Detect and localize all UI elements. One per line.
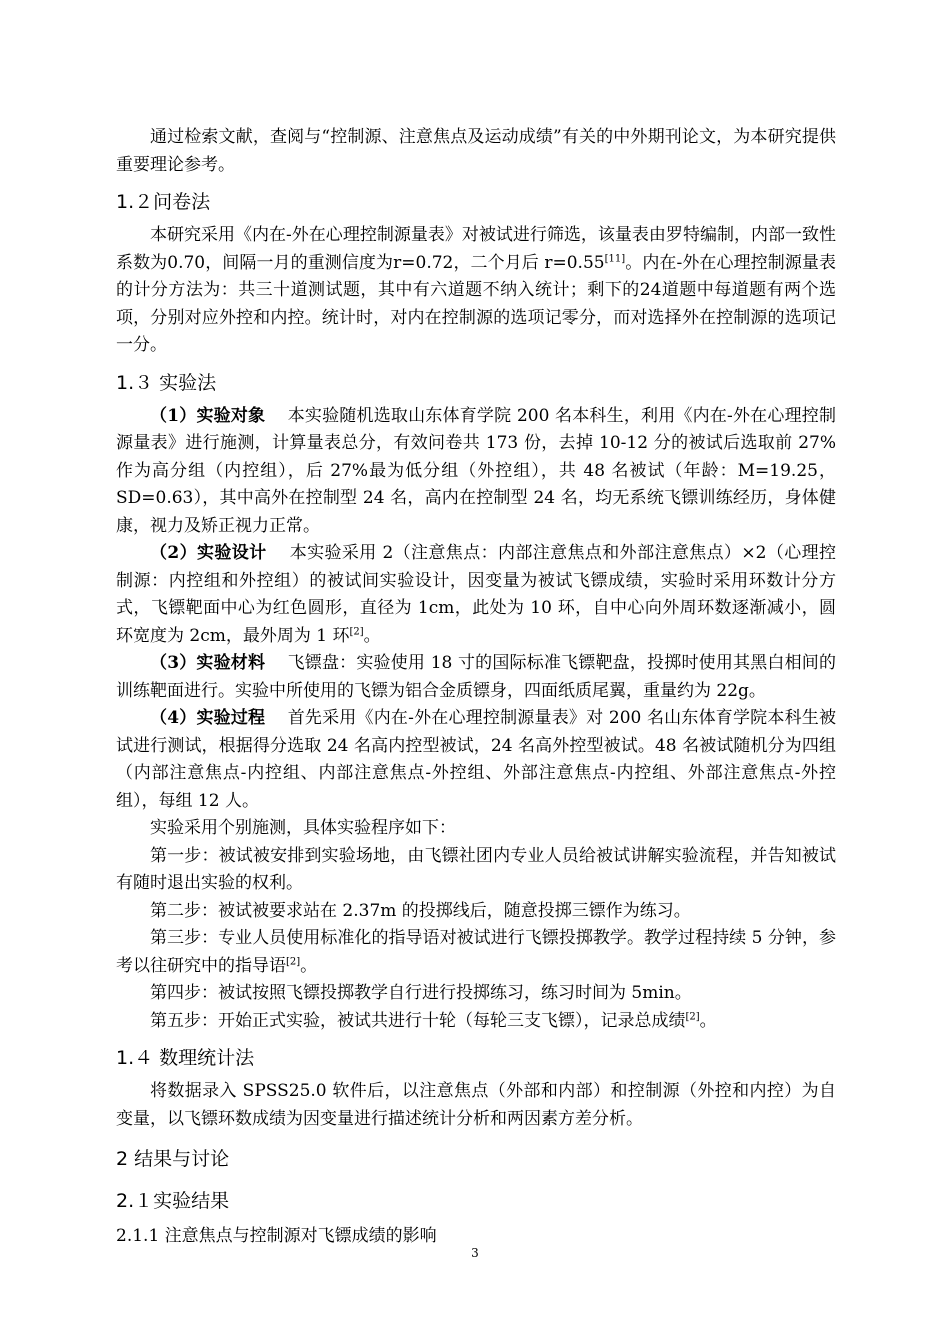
section-heading-2: 2 结果与讨论: [116, 1148, 230, 1170]
citation-ref: [2]: [349, 625, 364, 637]
design-title: （2）实验设计: [150, 543, 267, 563]
subsection-heading-2-1-1: 2.1.1 注意焦点与控制源对飞镖成绩的影响: [116, 1226, 437, 1246]
step-3: [116, 925, 836, 980]
step-3-end: 。: [300, 955, 318, 976]
step-3-text: 第三步：专业人员使用标准化的指导语对被试进行飞镖投掷教学。教学过程持续 5 分钟，参考以往研究中的指导语: [116, 928, 836, 976]
materials-text: 飞镖盘：实验使用 18 寸的国际标准飞镖靶盘，投掷时使用其黑白相间的训练靶面进行。实验中所使用的飞镖为铝合金质镖身，四面纸质尾翼，重量约为 22g。: [116, 653, 836, 701]
procedure-intro: 实验采用个别施测，具体实验程序如下：: [150, 818, 456, 838]
questionnaire-paragraph: [116, 222, 836, 360]
step-2: 第二步：被试被要求站在 2.37m 的投掷线后，随意投掷三镖作为练习。: [150, 900, 691, 921]
materials-paragraph: [116, 650, 836, 705]
document-body: [116, 124, 836, 1251]
questionnaire-text-b: 。内在-外在心理控制源量表的计分方法为：共三十道测试题，其中有六道题不纳入统计；剩下的24道题中每道题有两个选项，分别对应外控和内控。统计时，对内在控制源的选项记零分，而对选择外在控制源的选项记一分。: [116, 252, 837, 355]
intro-paragraph: 通过检索文献，查阅与“控制源、注意焦点及运动成绩”有关的中外期刊论文，为本研究提供重要理论参考。: [116, 127, 836, 175]
section-heading-1-4: 1.４ 数理统计法: [116, 1047, 255, 1069]
design-paragraph: [116, 540, 836, 650]
subjects-title: （1）实验对象: [150, 405, 266, 426]
questionnaire-text-a: 本研究采用《内在-外在心理控制源量表》对被试进行筛选，该量表由罗特编制，内部一致性系数为0.70，间隔一月的重测信度为r=0.72，二个月后 r=0.55: [116, 225, 836, 273]
step-5-end: 。: [699, 1010, 717, 1031]
page-number: 3: [471, 1246, 479, 1260]
design-text: 本实验采用 2（注意焦点：内部注意焦点和外部注意焦点）×2（心理控制源：内控组和外控组）的被试间实验设计，因变量为被试飞镖成绩，实验时采用环数计分方式，飞镖靶面中心为红色圆形，直径为 1cm，此处为 10 环，自中心向外周环数逐渐减小，圆环宽度为 2cm，最外周为 1 环: [116, 543, 836, 646]
materials-title: （3）实验材料: [150, 653, 266, 673]
subjects-paragraph: [116, 403, 836, 541]
step-1: 第一步：被试被安排到实验场地，由飞镖社团内专业人员给被试讲解实验流程，并告知被试有随时退出实验的权利。: [116, 845, 836, 893]
section-heading-2-1: 2.１实验结果: [116, 1190, 230, 1212]
subjects-text: 本实验随机选取山东体育学院 200 名本科生，利用《内在-外在心理控制源量表》进行施测，计算量表总分，有效问卷共 173 份，去掉 10-12 分的被试后选取前 27%作为高分组（内控组），后 27%最为低分组（外控组），共 48 名被试（年龄：M=19.25，SD=0.63），其中高外在控制型 24 名，高内在控制型 24 名，均无系统飞镖训练经历，身体健康，视力及矫正视力正常。: [116, 405, 836, 536]
citation-ref: [11]: [604, 252, 626, 264]
procedure-paragraph: [116, 705, 836, 815]
statistics-paragraph: 将数据录入 SPSS25.0 软件后，以注意焦点（外部和内部）和控制源（外控和内控）为自变量，以飞镖环数成绩为因变量进行描述统计分析和两因素方差分析。: [116, 1081, 836, 1129]
step-5-text: 第五步：开始正式实验，被试共进行十轮（每轮三支飞镖），记录总成绩: [150, 1010, 686, 1031]
procedure-title: （4）实验过程: [150, 708, 266, 728]
section-heading-1-2: 1.２问卷法: [116, 191, 211, 213]
citation-ref: [2]: [685, 1010, 700, 1022]
section-heading-1-3: 1.３ 实验法: [116, 371, 217, 394]
step-5: [116, 1008, 836, 1036]
citation-ref: [2]: [286, 955, 301, 967]
design-end: 。: [363, 625, 381, 646]
step-4: 第四步：被试按照飞镖投掷教学自行进行投掷练习，练习时间为 5min。: [150, 983, 692, 1003]
procedure-text: 首先采用《内在-外在心理控制源量表》对 200 名山东体育学院本科生被试进行测试，根据得分选取 24 名高内控型被试，24 名高外控型被试。48 名被试随机分为四组（内部注意焦点-内控组、内部注意焦点-外控组、外部注意焦点-内控组、外部注意焦点-外控组），每组 12 人。: [116, 708, 836, 811]
